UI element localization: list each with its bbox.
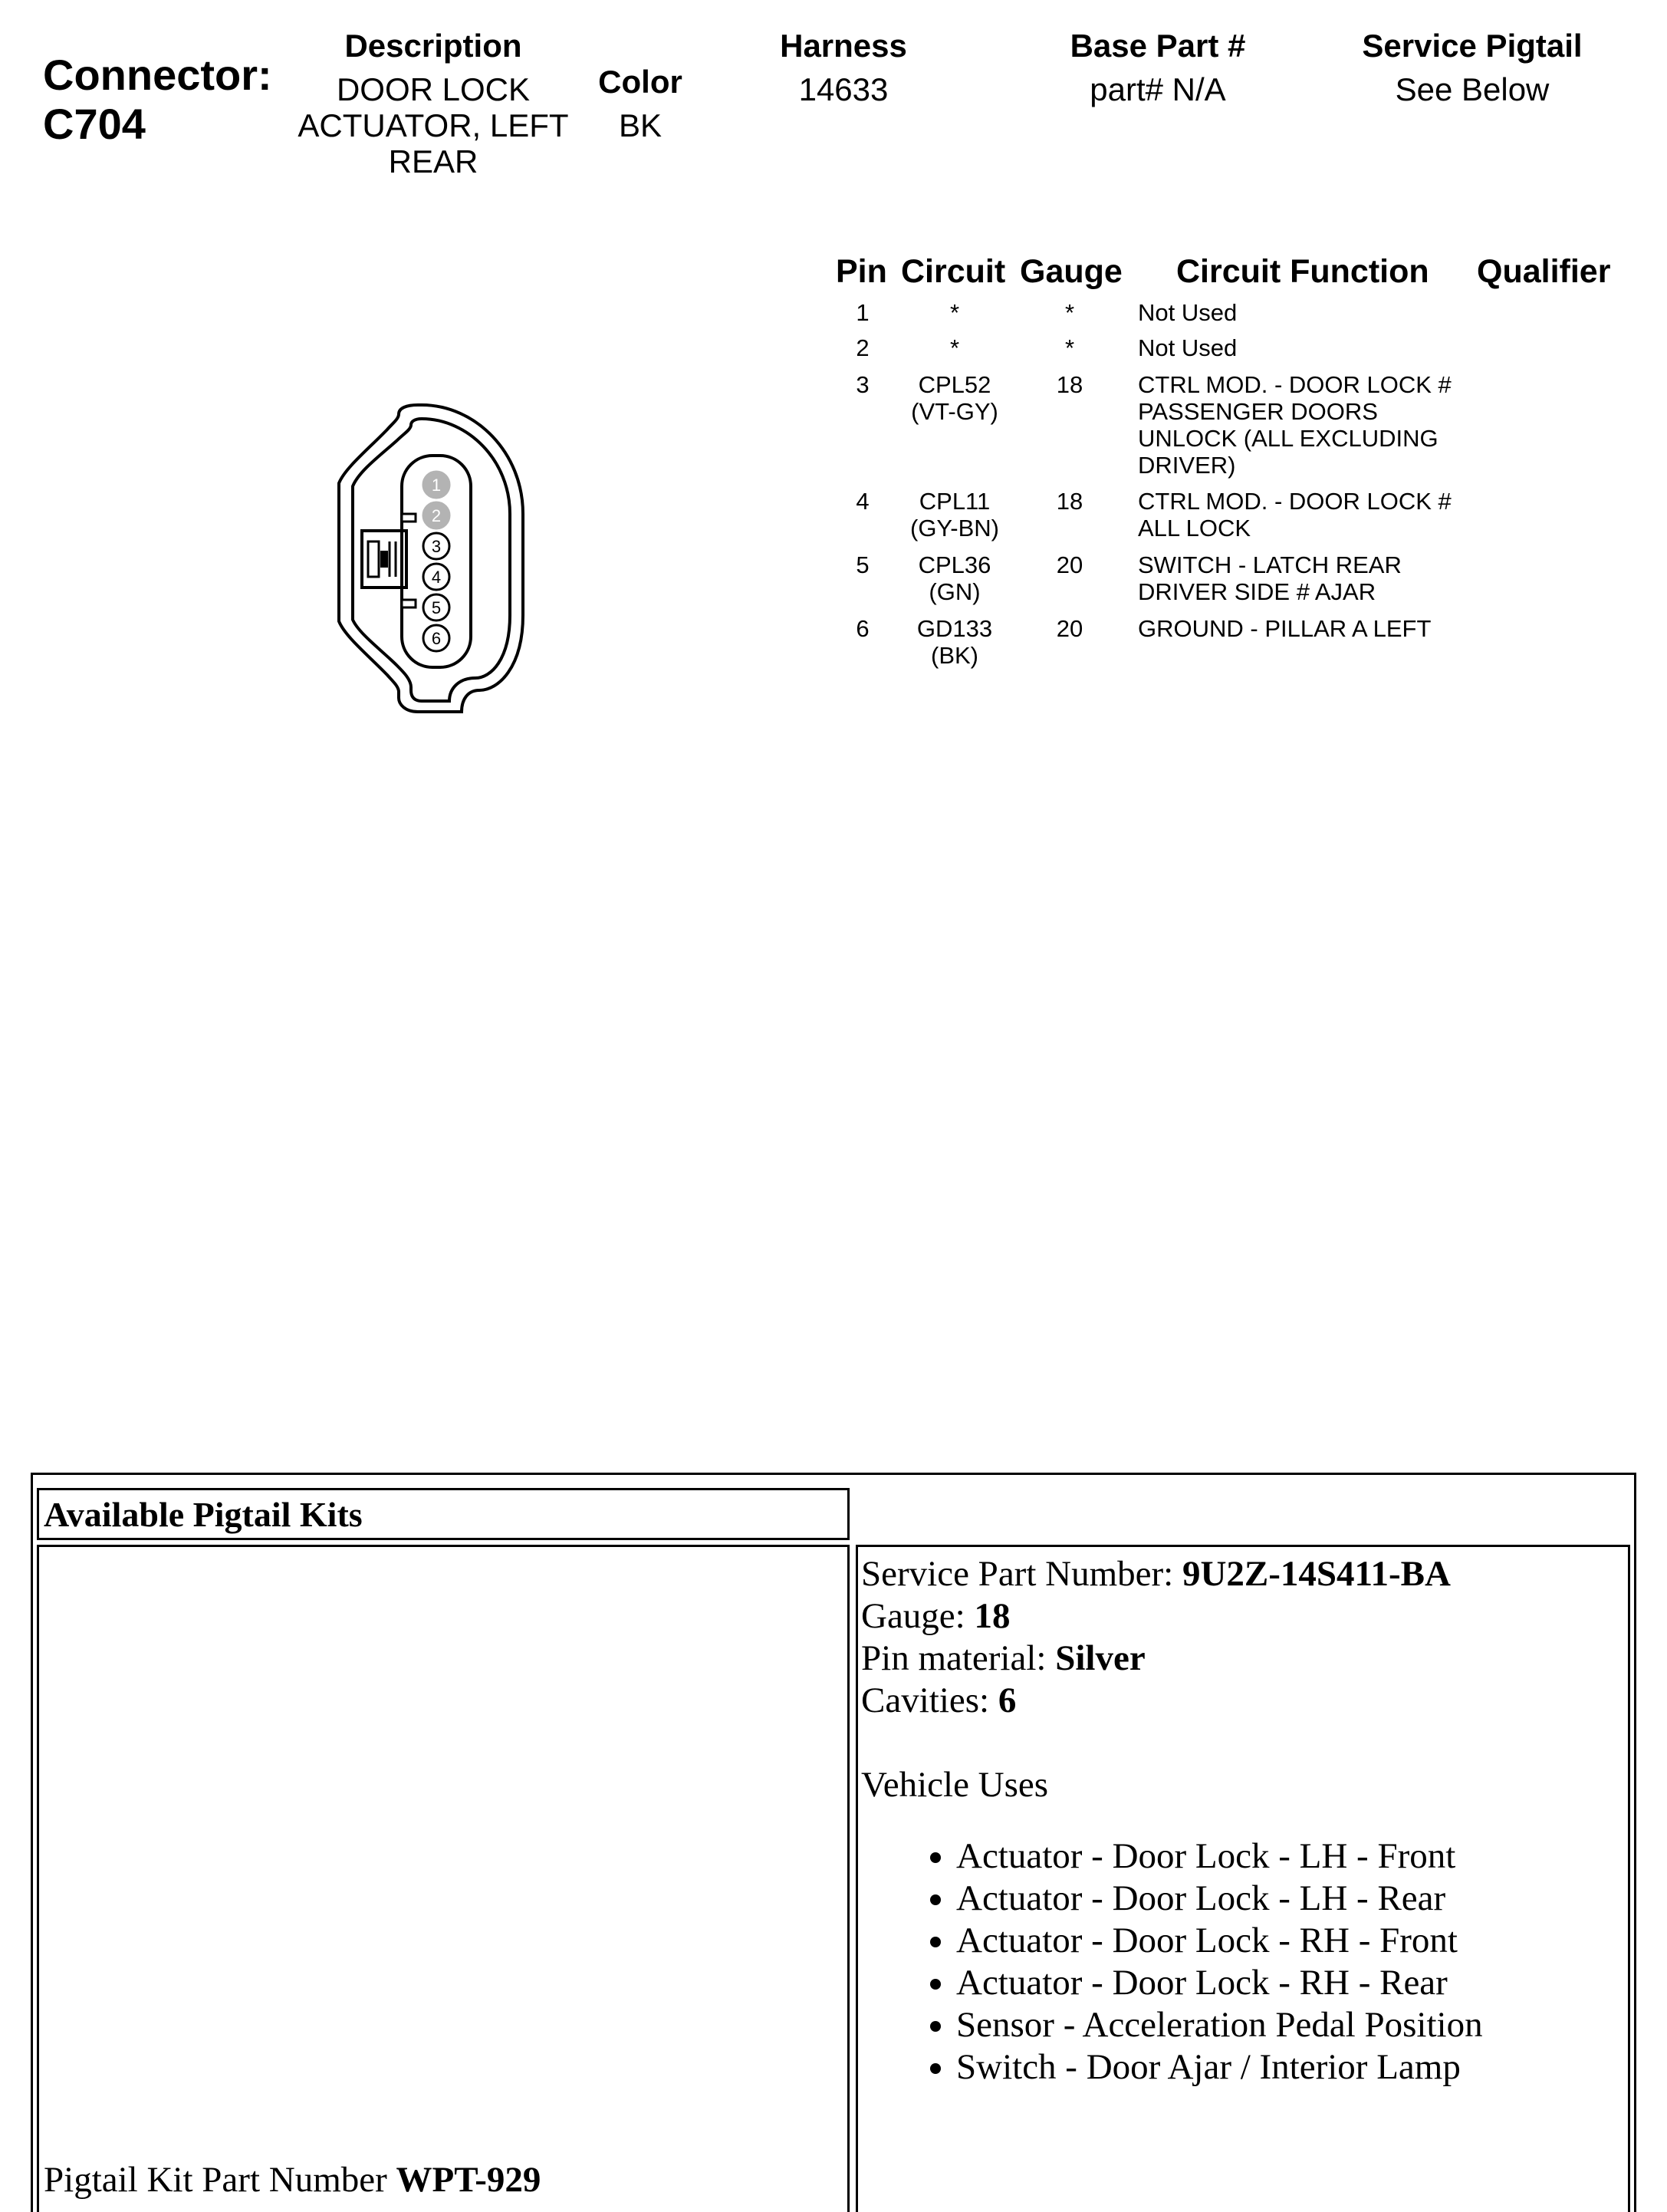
vehicle-use-item: • Sensor - Acceleration Pedal Position	[956, 2004, 1628, 2046]
pin-row-6	[0, 615, 1667, 676]
vehicle-uses-list	[861, 1835, 1628, 2089]
pin-row-3	[0, 371, 1667, 486]
color-value: BK	[618, 107, 663, 143]
gauge-value: 20	[1056, 551, 1083, 578]
pigtail-kits-title: Available Pigtail Kits	[37, 1488, 850, 1540]
function-line: CTRL MOD. - DOOR LOCK #	[1138, 371, 1452, 398]
description-line: DOOR LOCK	[336, 71, 531, 107]
circuit-code	[897, 551, 1012, 605]
pin-number: 5	[856, 551, 870, 578]
value: 6	[998, 1680, 1017, 1720]
function-line: ALL LOCK	[1138, 515, 1251, 541]
kit-part-label: Pigtail Kit Part Number	[44, 2160, 387, 2200]
gauge-value: 18	[1056, 371, 1083, 398]
pin-row-1	[0, 299, 1667, 330]
gauge-value: *	[1064, 299, 1075, 326]
circuit-code: *	[949, 299, 960, 326]
vehicle-use-item: • Actuator - Door Lock - LH - Front	[956, 1835, 1628, 1878]
harness-heading: Harness	[780, 28, 907, 64]
connector-id: C704	[43, 100, 146, 148]
gauge-header: Gauge	[1020, 253, 1123, 290]
pin-row-5	[0, 551, 1667, 613]
circuit-function-header: Circuit Function	[1176, 253, 1429, 290]
pin-row-4	[0, 488, 1667, 549]
base-part-heading: Base Part #	[1070, 28, 1246, 64]
circuit-header: Circuit	[901, 253, 1006, 290]
description-heading: Description	[344, 28, 522, 64]
vehicle-use-item: • Actuator - Door Lock - RH - Rear	[956, 1962, 1628, 2004]
pin-cavity-label: 5	[431, 598, 442, 617]
value: 18	[974, 1596, 1011, 1636]
function-line: SWITCH - LATCH REAR	[1138, 551, 1402, 578]
connector-label: Connector:	[43, 51, 272, 99]
circuit-id: GD133	[916, 615, 993, 642]
circuit-function	[1138, 334, 1498, 361]
pin-material	[861, 1638, 1628, 1680]
circuit-code	[897, 615, 1012, 669]
pin-row-2	[0, 334, 1667, 365]
pin-number: 4	[856, 488, 870, 515]
description-column	[280, 28, 587, 179]
vehicle-uses-heading: Vehicle Uses	[861, 1765, 1049, 1805]
service-pigtail-value: See Below	[1395, 71, 1550, 107]
service-pigtail-column	[1319, 28, 1626, 107]
color-heading: Color	[598, 64, 682, 100]
circuit-id: CPL52	[918, 371, 991, 398]
vehicle-use-item: • Actuator - Door Lock - LH - Rear	[956, 1878, 1628, 1920]
pin-cavity-label: 2	[431, 506, 442, 525]
circuit-function	[1138, 488, 1498, 541]
function-line: GROUND - PILLAR A LEFT	[1138, 615, 1432, 642]
harness-value: 14633	[798, 71, 889, 107]
pin-number: 3	[856, 371, 870, 398]
circuit-color: (BK)	[931, 642, 978, 669]
gauge-value: *	[1064, 334, 1075, 361]
circuit-function	[1138, 615, 1498, 642]
gauge-value: 18	[1056, 488, 1083, 515]
description-line: REAR	[388, 143, 478, 179]
pin-cavity-label: 6	[431, 629, 442, 648]
color-column	[564, 64, 717, 143]
circuit-id: CPL36	[918, 551, 991, 578]
function-line: Not Used	[1138, 334, 1238, 361]
pin-number: 6	[856, 615, 870, 642]
circuit-function	[1138, 299, 1498, 326]
gauge	[861, 1595, 1628, 1638]
base-part-column	[1027, 28, 1288, 107]
pigtail-info	[858, 1547, 1628, 2089]
vehicle-use-item: • Switch - Door Ajar / Interior Lamp	[956, 2046, 1628, 2089]
function-line: UNLOCK (ALL EXCLUDING	[1138, 425, 1438, 452]
function-line: Not Used	[1138, 299, 1238, 326]
label: Service Part Number:	[861, 1554, 1174, 1594]
vehicle-use-item: • Actuator - Door Lock - RH - Front	[956, 1920, 1628, 1962]
pin-header: Pin	[836, 253, 887, 290]
circuit-color: (GY-BN)	[910, 515, 999, 541]
circuit-color: (VT-GY)	[911, 398, 998, 425]
pigtail-image-cell	[37, 1545, 850, 2212]
value: Silver	[1055, 1638, 1146, 1678]
function-line: PASSENGER DOORS	[1138, 398, 1378, 425]
circuit-code	[897, 488, 1012, 541]
circuit-id: CPL11	[919, 488, 991, 515]
kit-part-value: WPT-929	[396, 2160, 541, 2200]
harness-column	[728, 28, 958, 107]
label: Cavities:	[861, 1680, 990, 1720]
pin-number: 2	[856, 334, 870, 361]
circuit-code: *	[949, 334, 960, 361]
function-line: CTRL MOD. - DOOR LOCK #	[1138, 488, 1452, 515]
pin-cavity-label: 3	[431, 537, 442, 556]
circuit-color: (GN)	[929, 578, 981, 605]
pigtail-info-cell	[856, 1545, 1630, 2212]
function-line: DRIVER SIDE # AJAR	[1138, 578, 1376, 605]
circuit-function	[1138, 371, 1498, 479]
qualifier-header: Qualifier	[1477, 253, 1611, 290]
label: Pin material:	[861, 1638, 1047, 1678]
pin-number: 1	[856, 299, 870, 326]
base-part-value: part# N/A	[1090, 71, 1226, 107]
description-line: ACTUATOR, LEFT	[298, 107, 569, 143]
label: Gauge:	[861, 1596, 965, 1636]
gauge-value: 20	[1056, 615, 1083, 642]
cavities	[861, 1680, 1628, 1722]
circuit-code	[897, 371, 1012, 425]
pin-cavity-label: 1	[431, 476, 442, 495]
circuit-function	[1138, 551, 1498, 605]
function-line: DRIVER)	[1138, 452, 1236, 479]
service-pigtail-heading: Service Pigtail	[1362, 28, 1583, 64]
connector-title	[43, 51, 272, 149]
pigtail-kit-part-number	[44, 2159, 541, 2201]
service-part-number	[861, 1553, 1628, 1595]
value: 9U2Z-14S411-BA	[1182, 1554, 1451, 1594]
pin-cavity-label: 4	[431, 568, 442, 587]
